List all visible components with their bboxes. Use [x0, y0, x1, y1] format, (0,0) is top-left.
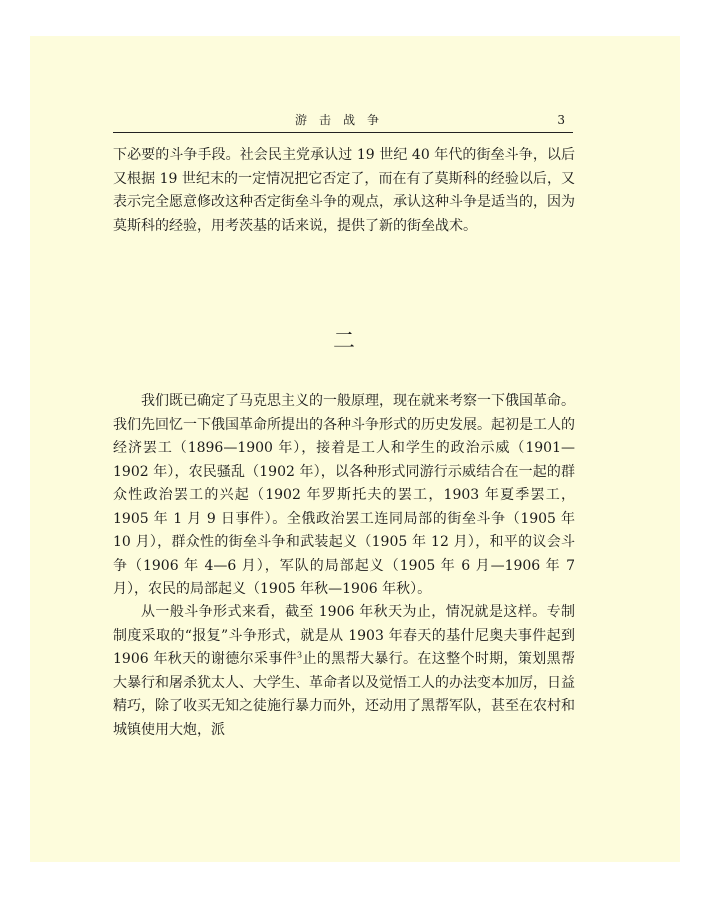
- paragraph: [113, 601, 575, 742]
- paragraph: 我们既已确定了马克思主义的一般原理，现在就来考察一下俄国革命。我们先回忆一下俄国革命所提出的各种斗争形式的历史发展。起初是工人的经济罢工（1896—1900 年），接着是工人和学生的政治示威（1901—1902 年），农民骚乱（1902 年），以各种形式同游行示威结合在一起的群众性政治罢工的兴起（1902 年罗斯托夫的罢工，1903 年夏季罢工，1905 年 1 月 9 日事件）。全俄政治罢工连同局部的街垒斗争（1905 年 10 月），群众性的街垒斗争和武装起义（1905 年 12 月），和平的议会斗争（1906 年 4—6 月），军队的局部起义（1905 年 6 月—1906 年 7 月），农民的局部起义（1905 年秋—1906 年秋）。: [113, 393, 575, 597]
- running-title: 游击战争: [294, 113, 391, 127]
- page-header: [113, 112, 573, 133]
- footnote-marker[interactable]: 3: [297, 650, 303, 660]
- paragraph-text: 从一般斗争形式来看，截至 1906 年秋天为止，情况就是这样。专制制度采取的“报复”斗争形式，就是从 1903 年春天的基什尼奥夫事件起到 1906 年秋天的谢德尔采事件: [113, 604, 575, 667]
- paragraph-text: 止的黑帮大暴行。在这整个时期，策划黑帮大暴行和屠杀犹太人、大学生、革命者以及觉悟工人的办法变本加厉，日益精巧，除了收买无知之徒施行暴力而外，还动用了黑帮军队，甚至在农村和城镇使用大炮，派: [113, 651, 575, 738]
- section-heading: 二: [332, 329, 355, 354]
- page-number: 3: [557, 113, 565, 127]
- paragraph-continued: 下必要的斗争手段。社会民主党承认过 19 世纪 40 年代的街垒斗争，以后又根据 19 世纪末的一定情况把它否定了，而在有了莫斯科的经验以后，又表示完全愿意修改这种否定街垒斗争的观点，承认这种斗争是适当的，因为莫斯科的经验，用考茨基的话来说，提供了新的街垒战术。: [113, 147, 575, 234]
